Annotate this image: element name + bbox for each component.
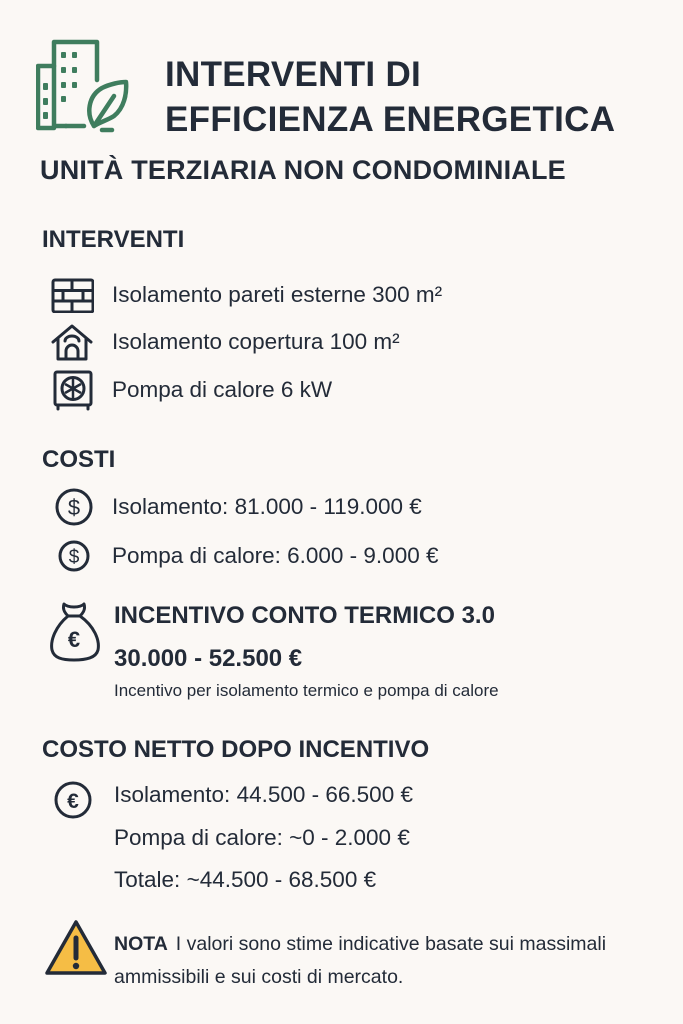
euro-coin-icon [52,779,96,826]
section-heading-costo-netto: COSTO NETTO DOPO INCENTIVO [42,736,430,763]
svg-text:$: $ [67,495,81,520]
net-cost-label: Isolamento: [114,782,231,807]
cost-label: Isolamento: [112,494,229,519]
net-cost-item [114,782,413,808]
incentive-title: INCENTIVO CONTO TERMICO 3.0 [114,602,495,629]
section-heading-interventi: INTERVENTI [42,226,185,253]
incentive-amount: 30.000 - 52.500 € [114,645,303,672]
page-title [165,52,615,142]
intervento-label: Isolamento copertura 100 m² [112,329,400,354]
intervento-label: Pompa di calore 6 kW [112,377,333,402]
cost-value: 6.000 - 9.000 € [287,543,439,568]
cost-label: Pompa di calore: [112,543,281,568]
building-leaf-icon [36,38,130,134]
page-subtitle: UNITÀ TERZIARIA NON CONDOMINIALE [40,155,566,185]
net-cost-value: ~0 - 2.000 € [289,825,410,850]
svg-text:€: € [67,627,81,652]
note-text [114,928,654,994]
title-line-1: INTERVENTI DI [165,55,422,94]
net-cost-label: Pompa di calore: [114,825,283,850]
net-cost-total [114,867,376,893]
note-label: NOTA [114,933,168,955]
net-cost-label: Totale: [114,867,181,892]
cost-item [50,536,438,576]
intervento-label: Isolamento pareti esterne 300 m² [112,282,443,307]
svg-text:€: € [67,790,79,813]
cost-value: 81.000 - 119.000 € [234,494,422,519]
warning-icon [43,918,109,983]
intervento-item [50,322,400,362]
section-heading-costi: COSTI [42,446,116,473]
net-cost-value: ~44.500 - 68.500 € [186,867,377,892]
note-body: I valori sono stime indicative basate sui massimali ammissibili e sui costi di mercato. [114,933,607,988]
dollar-coin-icon [50,536,100,576]
incentive-description: Incentivo per isolamento termico e pompa di calore [114,681,499,700]
money-bag-euro-icon [48,600,102,669]
house-icon [50,322,100,362]
net-cost-item [114,825,410,851]
brick-wall-icon [50,275,100,315]
cost-item [50,487,422,527]
intervento-item [50,370,332,410]
net-cost-value: 44.500 - 66.500 € [236,782,413,807]
svg-text:$: $ [68,547,80,568]
intervento-item [50,275,442,315]
title-line-2: EFFICIENZA ENERGETICA [165,100,616,139]
dollar-coin-icon [50,487,100,527]
heat-pump-icon [50,370,100,410]
